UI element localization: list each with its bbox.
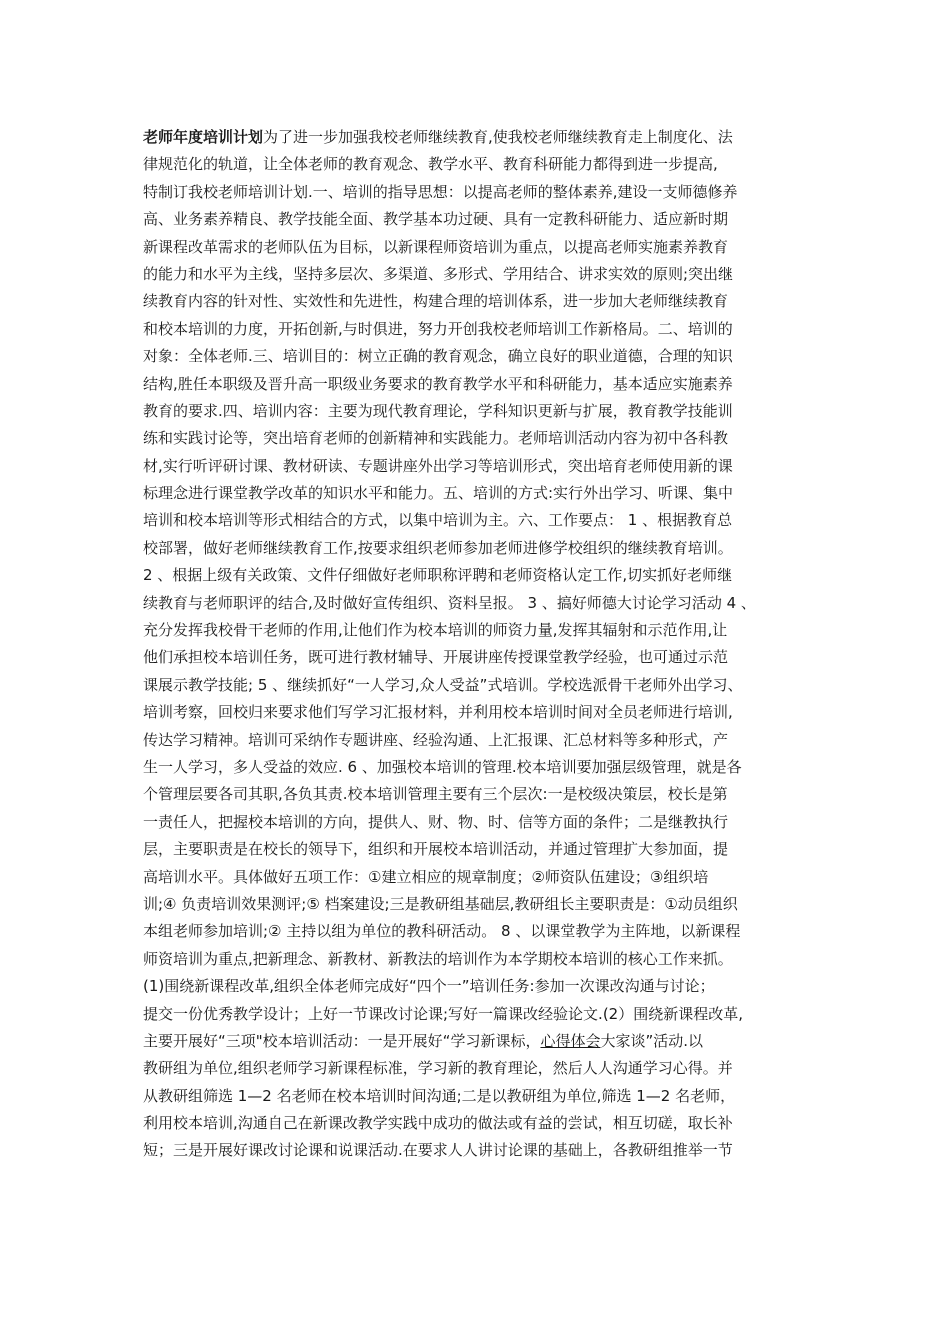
- text-line: [143, 124, 815, 151]
- text-segment: 主要开展好“三项"校本培训活动：一是开展好“学习新课标，: [143, 1031, 541, 1050]
- text-line: 课展示教学技能; 5 、继续抓好“一人学习,众人受益”式培训。学校选派骨干老师外出学习、: [143, 675, 743, 694]
- text-line: 特制订我校老师培训计划.一、培训的指导思想：以提高老师的整体素养,建设一支师德修养: [143, 182, 738, 201]
- document-body: [143, 124, 815, 1165]
- text-line: 传达学习精神。培训可采纳作专题讲座、经验沟通、上汇报课、汇总材料等多种形式，产: [143, 730, 729, 749]
- text-line: 教研组为单位,组织老师学习新课程标准，学习新的教育理论，然后人人沟通学习心得。并: [143, 1059, 733, 1078]
- text-line: 和校本培训的力度，开拓创新,与时俱进，努力开创我校老师培训工作新格局。二、培训的: [143, 319, 733, 338]
- underlined-text: 心得体会: [540, 1031, 601, 1050]
- text-line: 高、业务素养精良、教学技能全面、教学基本功过硬、具有一定教科研能力、适应新时期: [143, 210, 729, 229]
- text-line: 教育的要求.四、培训内容：主要为现代教育理论，学科知识更新与扩展，教育教学技能训: [143, 401, 733, 420]
- text-line: 校部署，做好老师继续教育工作,按要求组织老师参加老师进修学校组织的继续教育培训。: [143, 538, 733, 557]
- text-line: [143, 1028, 815, 1055]
- text-line: 短；三是开展好课改讨论课和说课活动.在要求人人讲讨论课的基础上，各教研组推举一节: [143, 1141, 733, 1160]
- text-line: 2 、根据上级有关政策、文件仔细做好老师职称评聘和老师资格认定工作,切实抓好老师继: [143, 566, 733, 585]
- text-line: 提交一份优秀教学设计；上好一节课改讨论课;写好一篇课改经验论文.(2）围绕新课程改革,: [143, 1004, 743, 1023]
- text-line: 利用校本培训,沟通自己在新课改教学实践中成功的做法或有益的尝试，相互切磋，取长补: [143, 1114, 733, 1133]
- text-line: 生一人学习，多人受益的效应. 6 、加强校本培训的管理.校本培训要加强层级管理，就是各: [143, 757, 742, 776]
- text-line: 的能力和水平为主线，坚持多层次、多渠道、多形式、学用结合、讲求实效的原则;突出继: [143, 264, 734, 283]
- text-line: 培训和校本培训等形式相结合的方式，以集中培训为主。六、工作要点： 1 、根据教育总: [143, 511, 733, 530]
- text-line: 师资培训为重点,把新理念、新教材、新教法的培训作为本学期校本培训的核心工作来抓。: [143, 949, 733, 968]
- text-line: 续教育内容的针对性、实效性和先进性，构建合理的培训体系，进一步加大老师继续教育: [143, 292, 729, 311]
- text-line: 层，主要职责是在校长的领导下，组织和开展校本培训活动，并通过管理扩大参加面，提: [143, 840, 729, 859]
- text-segment: 为了进一步加强我校老师继续教育,使我校老师继续教育走上制度化、法: [263, 128, 733, 146]
- text-line: 从教研组筛选 1—2 名老师在校本培训时间沟通;二是以教研组为单位,筛选 1—2 名老师，: [143, 1086, 736, 1105]
- text-line: 新课程改革需求的老师队伍为目标，以新课程师资培训为重点，以提高老师实施素养教育: [143, 237, 729, 256]
- text-line: 高培训水平。具体做好五项工作：①建立相应的规章制度；②师资队伍建设；③组织培: [143, 867, 709, 886]
- document-title: 老师年度培训计划: [143, 128, 264, 146]
- text-line: 一责任人，把握校本培训的方向，提供人、财、物、时、信等方面的条件；二是继教执行: [143, 812, 729, 831]
- text-line: 充分发挥我校骨干老师的作用,让他们作为校本培训的师资力量,发挥其辐射和示范作用,让: [143, 621, 728, 640]
- text-line: 续教育与老师职评的结合,及时做好宣传组织、资料呈报。 3 、搞好师德大讨论学习活动 4 、: [143, 593, 756, 612]
- text-line: 他们承担校本培训任务，既可进行教材辅导、开展讲座传授课堂教学经验，也可通过示范: [143, 648, 729, 667]
- text-line: 对象：全体老师.三、培训目的：树立正确的教育观念，确立良好的职业道德，合理的知识: [143, 347, 733, 366]
- text-line: (1)围绕新课程改革,组织全体老师完成好“四个一”培训任务:参加一次课改沟通与讨论；: [143, 977, 715, 996]
- text-line: 本组老师参加培训;② 主持以组为单位的教科研活动。 8 、以课堂教学为主阵地，以新课程: [143, 922, 741, 941]
- text-line: 个管理层要各司其职,各负其责.校本培训管理主要有三个层次:一是校级决策层，校长是第: [143, 785, 728, 804]
- text-line: 培训考察，回校归来要求他们写学习汇报材料，并利用校本培训时间对全员老师进行培训,: [143, 703, 733, 722]
- text-line: 训;④ 负责培训效果测评;⑤ 档案建设;三是教研组基础层,教研组长主要职责是：①动员组织: [143, 894, 738, 913]
- text-line: 材,实行听评研讨课、教材研读、专题讲座外出学习等培训形式，突出培育老师使用新的课: [143, 456, 733, 475]
- text-line: 律规范化的轨道，让全体老师的教育观念、教学水平、教育科研能力都得到进一步提高,: [143, 155, 718, 174]
- text-line: 结构,胜任本职级及晋升高一职级业务要求的教育教学水平和科研能力，基本适应实施素养: [143, 374, 733, 393]
- text-segment: 大家谈”活动.以: [600, 1031, 704, 1050]
- text-line: 标理念进行课堂教学改革的知识水平和能力。五、培训的方式:实行外出学习、听课、集中: [143, 484, 734, 503]
- text-line: 练和实践讨论等，突出培育老师的创新精神和实践能力。老师培训活动内容为初中各科教: [143, 429, 729, 448]
